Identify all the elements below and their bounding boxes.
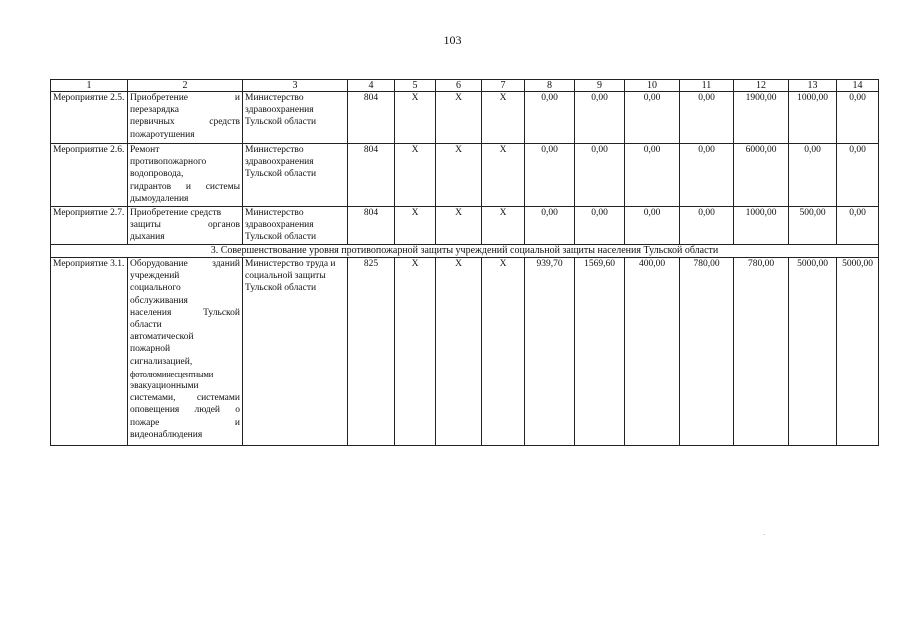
description-line: защиты органов [130,220,240,231]
measure-cell: Мероприятие 2.5. [51,92,128,144]
x-cell: X [436,144,482,207]
ministry-cell: Министерство труда и социальной защиты Тульской области [243,258,348,446]
value-cell: 780,00 [734,258,789,446]
column-number: 6 [436,80,482,92]
code-cell: 804 [348,144,395,207]
value-cell: 0,00 [837,144,879,207]
column-number-row [51,80,879,92]
value-cell: 5000,00 [789,258,837,446]
table-row [51,258,879,446]
description-line: автоматической [130,332,194,343]
value-cell: 0,00 [680,144,734,207]
column-number: 10 [625,80,680,92]
value-cell: 400,00 [625,258,680,446]
description-line: пожаротушения [130,129,195,140]
column-number: 7 [482,80,525,92]
description-line: сигнализацией, [130,356,193,367]
value-cell: 0,00 [525,92,575,144]
description-line: гидрантов и системы [130,181,240,192]
description-line: первичных средств [130,117,240,128]
value-cell: 5000,00 [837,258,879,446]
table-row [51,92,879,144]
value-cell: 0,00 [625,92,680,144]
table-row [51,144,879,207]
description-line: Приобретение средств [130,208,222,218]
description-line: учреждений [130,271,180,282]
value-cell: 1000,00 [789,92,837,144]
code-cell: 804 [348,207,395,245]
value-cell: 1569,60 [575,258,625,446]
column-number: 13 [789,80,837,92]
x-cell: X [436,258,482,446]
x-cell: X [482,144,525,207]
x-cell: X [395,207,436,245]
value-cell: 780,00 [680,258,734,446]
measure-cell: Мероприятие 3.1. [51,258,128,446]
description-line: области [130,320,162,331]
description-line: системами, системами [130,393,240,404]
x-cell: X [482,92,525,144]
ministry-cell: Министерство здравоохранения Тульской области [243,144,348,207]
section-title: 3. Совершенствование уровня противопожарной защиты учреждений социальной защиты населения Тульской области [51,245,879,258]
value-cell: 0,00 [837,207,879,245]
description-line: оповещения людей о [130,405,240,416]
value-cell: 0,00 [625,144,680,207]
measure-cell: Мероприятие 2.6. [51,144,128,207]
table-row [51,207,879,245]
description-line: видеонаблюдения [130,429,203,440]
code-cell: 804 [348,92,395,144]
description-cell [128,144,243,207]
description-line: фотолюминесцентными [130,368,214,379]
column-number: 5 [395,80,436,92]
value-cell: 500,00 [789,207,837,245]
column-number: 9 [575,80,625,92]
value-cell: 0,00 [680,92,734,144]
value-cell: 0,00 [680,207,734,245]
value-cell: 1900,00 [734,92,789,144]
budget-table [50,79,879,446]
value-cell: 6000,00 [734,144,789,207]
column-number: 8 [525,80,575,92]
description-line: дыхания [130,232,165,243]
page-number: 103 [443,33,462,47]
description-line: социального [130,283,181,294]
x-cell: X [395,92,436,144]
description-line: Ремонт [130,145,160,155]
x-cell: X [482,207,525,245]
description-line: населения Тульской [130,307,240,318]
column-number: 1 [51,80,128,92]
scan-speck: · [763,531,766,539]
value-cell: 0,00 [789,144,837,207]
value-cell: 0,00 [575,144,625,207]
column-number: 2 [128,80,243,92]
measure-cell: Мероприятие 2.7. [51,207,128,245]
column-number: 14 [837,80,879,92]
code-cell: 825 [348,258,395,446]
ministry-cell: Министерство здравоохранения Тульской области [243,92,348,144]
description-cell [128,92,243,144]
column-number: 11 [680,80,734,92]
description-line: обслуживания [130,295,188,306]
description-line: Оборудование зданий [130,259,240,269]
x-cell: X [395,258,436,446]
value-cell: 0,00 [575,207,625,245]
description-line: дымоудаления [130,193,189,204]
column-number: 4 [348,80,395,92]
description-line: противопожарного [130,157,207,168]
description-cell [128,258,243,446]
value-cell: 1000,00 [734,207,789,245]
value-cell: 0,00 [625,207,680,245]
value-cell: 0,00 [525,144,575,207]
column-number: 12 [734,80,789,92]
x-cell: X [395,144,436,207]
x-cell: X [436,207,482,245]
description-cell [128,207,243,245]
x-cell: X [482,258,525,446]
column-number: 3 [243,80,348,92]
x-cell: X [436,92,482,144]
description-line: пожаре и [130,417,240,428]
description-line: эвакуационными [130,381,199,392]
description-line: перезарядка [130,105,179,116]
value-cell: 0,00 [837,92,879,144]
value-cell: 0,00 [525,207,575,245]
description-line: пожарной [130,344,171,355]
description-line: водопровода, [130,169,184,180]
ministry-cell: Министерство здравоохранения Тульской области [243,207,348,245]
value-cell: 0,00 [575,92,625,144]
description-line: Приобретение и [130,93,240,103]
section-row [51,245,879,258]
value-cell: 939,70 [525,258,575,446]
